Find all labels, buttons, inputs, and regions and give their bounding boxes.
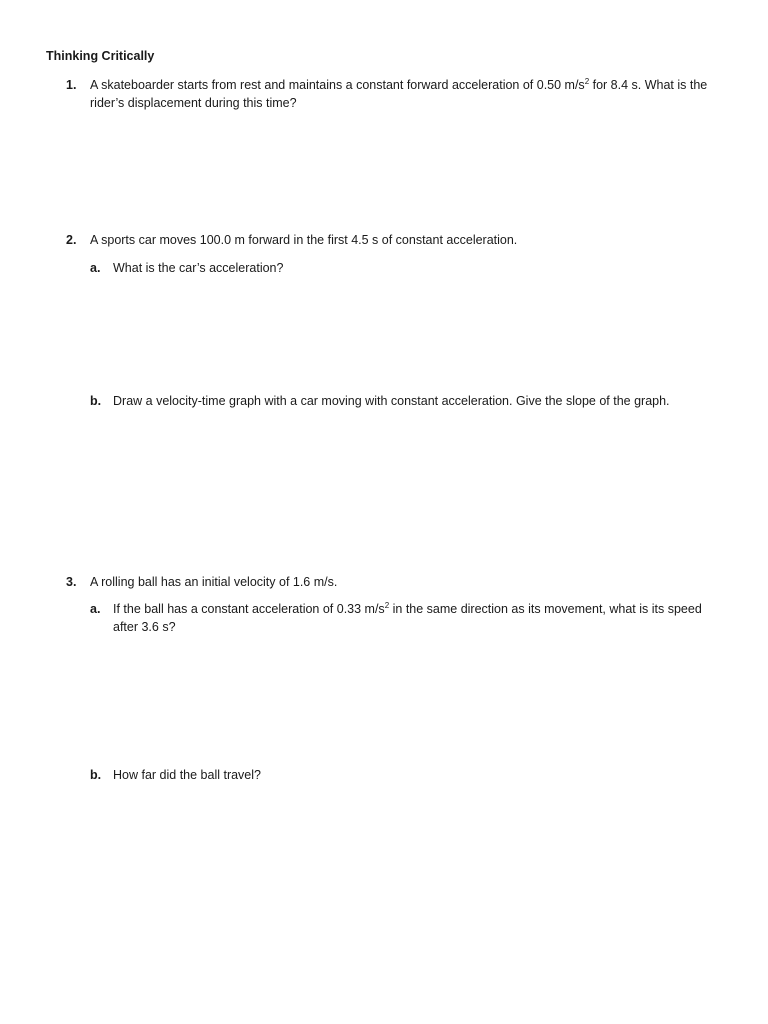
subquestion-text-part-2: in the same direction as its movement, what is its speed after 3.6 s? xyxy=(113,602,702,634)
question-number: 1. xyxy=(66,78,77,92)
question-text xyxy=(90,76,730,112)
section-heading: Thinking Critically xyxy=(46,49,155,63)
question-text-part-1: A skateboarder starts from rest and maintains a constant forward acceleration of 0.50 m/s xyxy=(90,78,585,92)
question-text: A rolling ball has an initial velocity of 1.6 m/s. xyxy=(90,575,338,589)
subquestion-letter: b. xyxy=(90,768,102,782)
subquestion-text-part-1: If the ball has a constant acceleration of 0.33 m/s xyxy=(113,602,385,616)
question-text-part-2: for 8.4 s. What is the rider’s displacement during this time? xyxy=(90,78,708,110)
subquestion-text: How far did the ball travel? xyxy=(113,768,261,782)
subquestion-letter: b. xyxy=(90,394,102,408)
superscript-exponent: 2 xyxy=(584,76,590,86)
subquestion-text: What is the car’s acceleration? xyxy=(113,261,284,275)
question-number: 3. xyxy=(66,575,77,589)
superscript-exponent: 2 xyxy=(384,600,390,610)
question-number: 2. xyxy=(66,233,77,247)
subquestion-letter: a. xyxy=(90,261,101,275)
question-text: A sports car moves 100.0 m forward in the first 4.5 s of constant acceleration. xyxy=(90,233,518,247)
subquestion-text: Draw a velocity-time graph with a car moving with constant acceleration. Give the slope of the graph. xyxy=(113,394,670,408)
subquestion-letter: a. xyxy=(90,602,101,616)
subquestion-text xyxy=(113,600,723,636)
